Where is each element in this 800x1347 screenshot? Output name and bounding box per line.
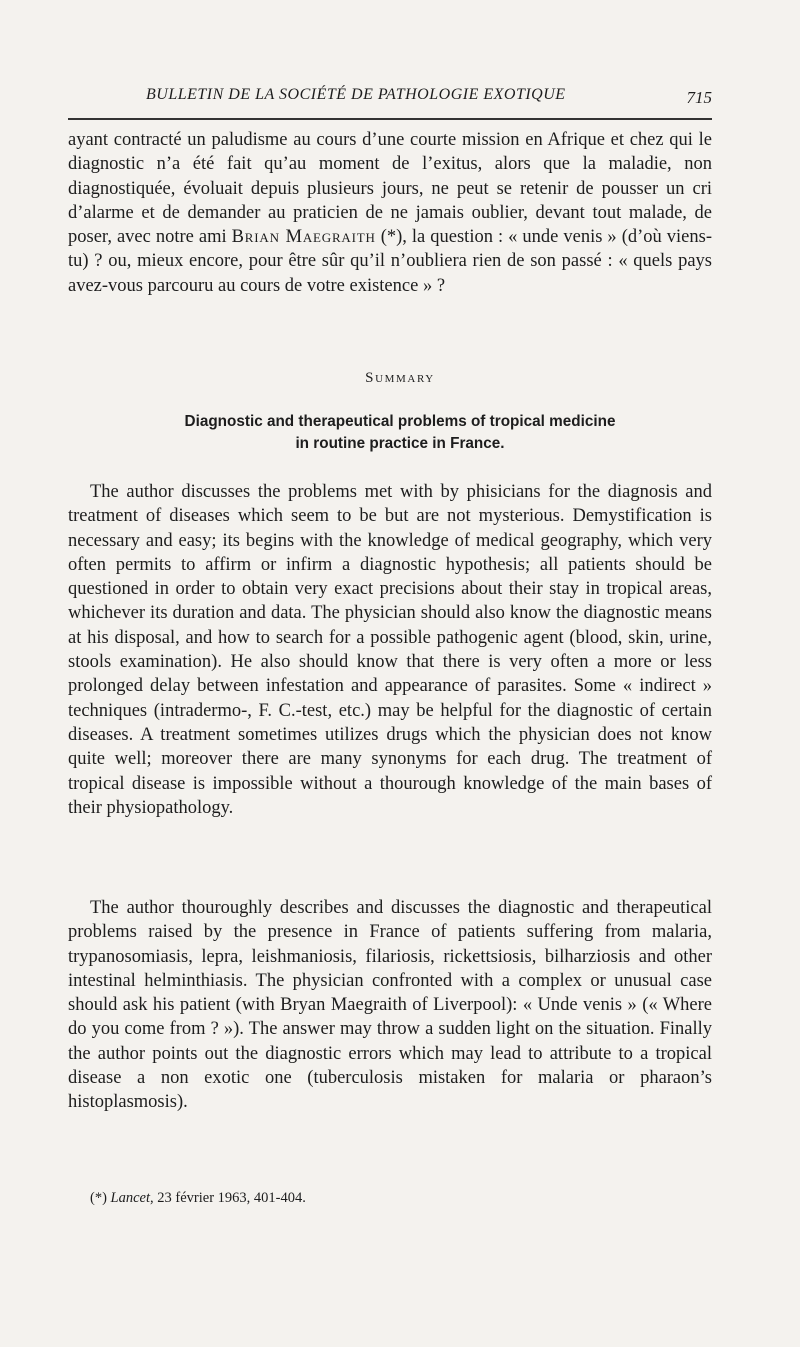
- closing-paragraph: [68, 128, 712, 298]
- summary-title-line-1: Diagnostic and therapeutical problems of tropical medicine: [184, 413, 616, 430]
- running-title: BULLETIN DE LA SOCIÉTÉ DE PATHOLOGIE EXOTIQUE: [146, 86, 566, 103]
- closing-paragraph-text-end: (*), la question : « unde venis » (d’où viens-tu) ? ou, mieux encore, pour être sûr qu’il n’oubliera rien de son passé : « quels pays avez-vous parcouru au cours de votre existence » ?: [68, 227, 712, 296]
- closing-paragraph-text-start: ayant contracté un paludisme au cours d’une courte mission en Afrique et chez qui le diagnostic n’a été fait qu’au moment de l’exitus, alors que la maladie, non diagnostiquée, évoluait depuis plusieurs jours, ne peut se retenir de pousser un cri d’alarme et de demander au praticien de ne jamais oublier, devant tout malade, de poser, avec notre ami: [68, 130, 712, 248]
- footnote-marker: (*): [90, 1190, 107, 1206]
- summary-paragraph-1: The author discusses the problems met with by phisicians for the diagnosis and treatment of diseases which seem to be but are not mysterious. Demystification is necessary and easy; its begins with the knowledge of medical geography, which very often permits to affirm or infirm a diagnostic hypothesis; all patients should be questioned in order to obtain very exact precisions about their stay in tropical areas, whichever its duration and data. The physician should also know the diagnostic means at his disposal, and how to search for a possible pathogenic agent (blood, skin, urine, stools examination). He also should know that there is very often a more or less prolonged delay between infestation and appearance of parasites. Some « indirect » techniques (intradermo-, F. C.-test, etc.) may be helpful for the diagnostic of certain diseases. A treatment sometimes utilizes drugs which the physician does not know quite well; moreover there are many synonyms for each drug. The treatment of tropical disease is impossible without a thourough knowledge of the main bases of their physiopathology.: [68, 482, 712, 818]
- footnote-reference: , 23 février 1963, 401-404.: [150, 1190, 306, 1206]
- summary-title: [0, 411, 800, 455]
- footnote-journal: Lancet: [110, 1190, 151, 1206]
- footnote: [90, 1190, 306, 1207]
- summary-heading: Summary: [365, 370, 435, 386]
- page-number: 715: [686, 88, 712, 107]
- summary-title-line-2: in routine practice in France.: [295, 435, 505, 452]
- summary-paragraph-2: The author thouroughly describes and discusses the diagnostic and therapeutical problems raised by the presence in France of patients suffering from malaria, trypanosomiasis, lepra, leishmaniosis, filariosis, rickettsiosis, bilharziosis and other intestinal helminthiasis. The physician confronted with a complex or unusual case should ask his patient (with Bryan Maegraith of Liverpool): « Unde venis » (« Where do you come from ? »). The answer may throw a sudden light on the situation. Finally the author points out the diagnostic errors which may lead to attribute to a tropical disease a non exotic one (tuberculosis mistaken for malaria or pharaon’s histoplasmosis).: [68, 898, 712, 1113]
- page-header: [68, 86, 712, 120]
- cited-author-name: Brian Maegraith: [231, 227, 376, 248]
